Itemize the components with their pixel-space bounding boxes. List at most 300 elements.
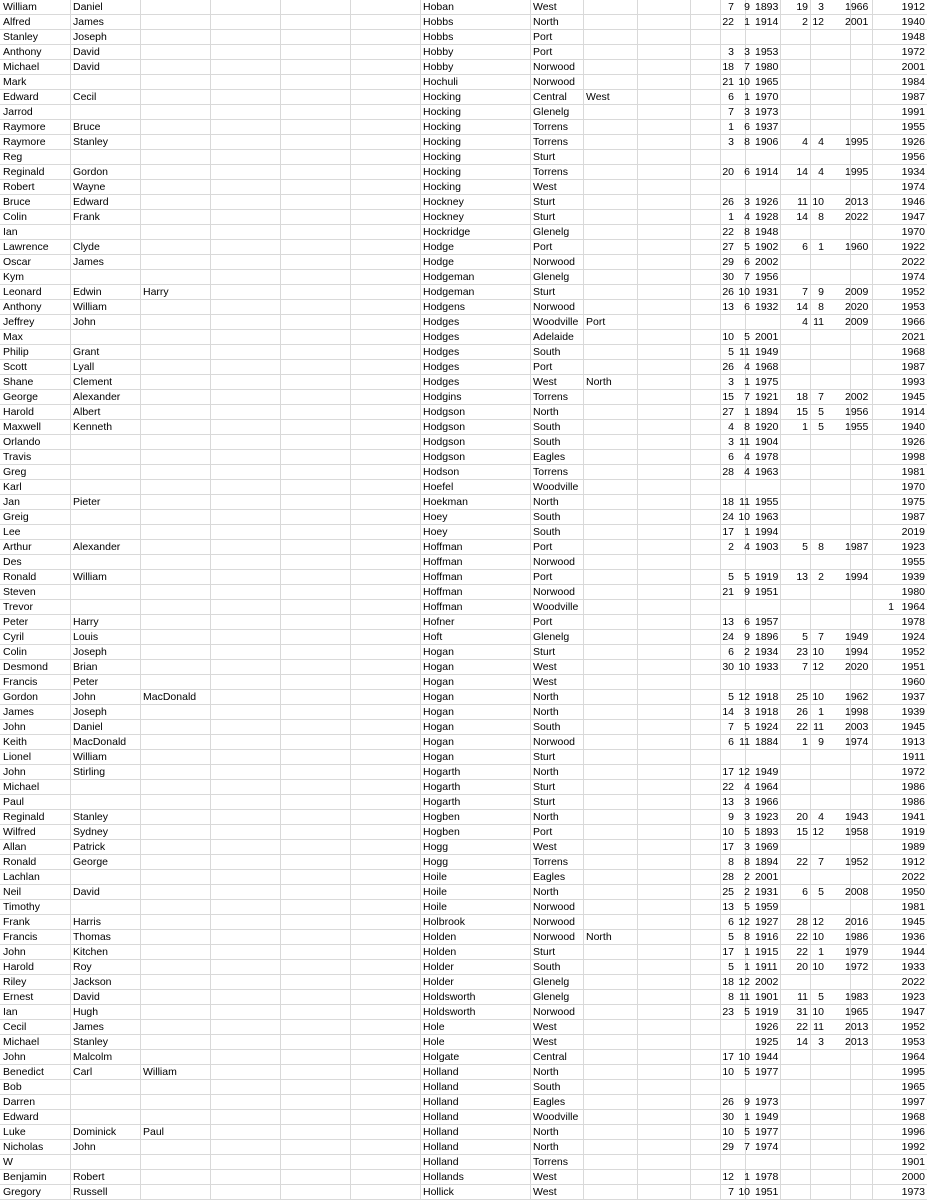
cell-second-name[interactable]: Daniel (73, 1, 103, 13)
cell-birth-month[interactable]: 10 (738, 511, 750, 523)
cell-birth-year[interactable]: 1924 (755, 721, 779, 733)
cell-club-2[interactable] (586, 225, 636, 239)
cell-death-day[interactable]: 25 (796, 691, 808, 703)
cell-death-year[interactable]: 1956 (845, 406, 869, 418)
cell-debut-year[interactable]: 1951 (901, 661, 925, 673)
cell-birth-day[interactable]: 13 (722, 796, 734, 808)
cell-birth-year[interactable]: 1902 (755, 241, 779, 253)
cell-birth-day[interactable] (710, 1080, 734, 1094)
cell-club-2[interactable] (586, 630, 636, 644)
cell-club[interactable]: Port (533, 46, 553, 58)
cell-debut-year[interactable]: 2000 (901, 1171, 925, 1183)
cell-birth-month[interactable]: 1 (744, 91, 750, 103)
cell-third-name[interactable] (143, 885, 209, 899)
cell-death-month[interactable]: 8 (818, 541, 824, 553)
cell-second-name[interactable]: Clyde (73, 241, 100, 253)
cell-death-month[interactable]: 1 (818, 946, 824, 958)
cell-first-name[interactable]: Reginald (3, 166, 45, 178)
cell-first-name[interactable]: Cyril (3, 631, 24, 643)
cell-club[interactable]: Woodville (533, 601, 579, 613)
cell-death-day[interactable]: 11 (797, 991, 808, 1003)
cell-club[interactable]: Eagles (533, 451, 566, 463)
cell-death-month[interactable] (808, 75, 824, 89)
cell-death-day[interactable]: 1 (802, 736, 808, 748)
cell-debut-year[interactable]: 1953 (901, 1036, 925, 1048)
cell-second-name[interactable]: Malcolm (73, 1051, 113, 1063)
cell-birth-day[interactable]: 30 (722, 271, 734, 283)
cell-club-2[interactable] (586, 465, 636, 479)
cell-death-month[interactable] (808, 375, 824, 389)
cell-death-day[interactable] (786, 375, 808, 389)
cell-birth-year[interactable] (755, 555, 785, 569)
cell-third-name[interactable] (143, 0, 209, 14)
cell-club-2[interactable] (586, 690, 636, 704)
cell-birth-day[interactable]: 25 (722, 886, 734, 898)
cell-second-name[interactable] (73, 270, 139, 284)
cell-club[interactable]: Torrens (533, 466, 569, 478)
cell-third-name[interactable] (143, 1095, 209, 1109)
cell-club-2[interactable] (586, 885, 636, 899)
cell-birth-month[interactable]: 3 (744, 196, 750, 208)
cell-first-name[interactable]: Riley (3, 976, 27, 988)
cell-club[interactable]: North (533, 16, 559, 28)
cell-club[interactable]: Port (533, 31, 553, 43)
cell-flag[interactable] (870, 705, 894, 719)
cell-debut-year[interactable]: 1987 (901, 511, 925, 523)
cell-club-2[interactable] (586, 1185, 636, 1199)
cell-birth-day[interactable]: 3 (728, 136, 734, 148)
cell-third-name[interactable] (143, 540, 209, 554)
cell-club-2[interactable] (586, 705, 636, 719)
cell-birth-day[interactable]: 18 (722, 61, 734, 73)
cell-surname[interactable]: Hodges (423, 376, 460, 388)
cell-surname[interactable]: Hodges (423, 316, 460, 328)
cell-death-month[interactable] (808, 255, 824, 269)
cell-birth-month[interactable]: 5 (744, 1006, 750, 1018)
cell-debut-year[interactable]: 1970 (901, 481, 925, 493)
cell-birth-day[interactable]: 29 (722, 256, 734, 268)
cell-club[interactable]: Norwood (533, 61, 576, 73)
cell-second-name[interactable]: Clement (73, 376, 113, 388)
cell-debut-year[interactable]: 1941 (901, 811, 925, 823)
cell-third-name[interactable] (143, 645, 209, 659)
cell-birth-day[interactable]: 30 (722, 1111, 734, 1123)
cell-surname[interactable]: Hodgins (423, 391, 462, 403)
cell-surname[interactable]: Hogarth (423, 766, 461, 778)
cell-death-day[interactable] (786, 180, 808, 194)
cell-club[interactable]: Woodville (533, 1111, 579, 1123)
cell-club-2[interactable] (586, 855, 636, 869)
cell-second-name[interactable]: Dominick (73, 1126, 117, 1138)
cell-flag[interactable] (870, 1170, 894, 1184)
cell-flag[interactable] (870, 960, 894, 974)
cell-flag[interactable] (870, 240, 894, 254)
cell-first-name[interactable]: Greg (3, 466, 27, 478)
cell-first-name[interactable]: Keith (3, 736, 27, 748)
cell-flag[interactable] (870, 270, 894, 284)
cell-death-year[interactable]: 2020 (845, 301, 869, 313)
cell-debut-year[interactable]: 1914 (901, 406, 925, 418)
cell-birth-month[interactable]: 1 (744, 946, 750, 958)
cell-third-name[interactable] (143, 75, 209, 89)
cell-second-name[interactable]: David (73, 886, 100, 898)
cell-birth-year[interactable] (755, 30, 785, 44)
cell-club[interactable]: South (533, 421, 561, 433)
cell-club-2[interactable] (586, 270, 636, 284)
cell-flag[interactable] (870, 750, 894, 764)
cell-debut-year[interactable]: 1926 (901, 136, 925, 148)
cell-death-month[interactable]: 3 (818, 1, 824, 13)
cell-flag[interactable] (870, 855, 894, 869)
cell-birth-month[interactable]: 5 (744, 241, 750, 253)
cell-debut-year[interactable]: 1993 (901, 376, 925, 388)
cell-third-name[interactable] (143, 900, 209, 914)
cell-death-day[interactable]: 19 (796, 1, 808, 13)
cell-death-day[interactable] (786, 450, 808, 464)
cell-third-name[interactable] (143, 1110, 209, 1124)
cell-birth-year[interactable]: 1918 (755, 691, 779, 703)
cell-debut-year[interactable]: 2021 (901, 331, 925, 343)
cell-death-day[interactable] (786, 1125, 808, 1139)
cell-debut-year[interactable]: 2001 (901, 61, 925, 73)
cell-birth-month[interactable]: 4 (744, 451, 750, 463)
cell-death-year[interactable]: 2013 (845, 1036, 869, 1048)
cell-club[interactable]: Port (533, 541, 553, 553)
cell-club[interactable]: North (533, 811, 559, 823)
cell-first-name[interactable]: Colin (3, 211, 27, 223)
cell-second-name[interactable]: David (73, 46, 100, 58)
cell-flag[interactable] (870, 255, 894, 269)
cell-death-day[interactable] (786, 360, 808, 374)
cell-birth-day[interactable] (710, 1035, 734, 1049)
cell-death-month[interactable] (808, 120, 824, 134)
cell-birth-year[interactable]: 1923 (755, 811, 779, 823)
cell-birth-day[interactable]: 23 (722, 1006, 734, 1018)
cell-first-name[interactable]: William (3, 1, 37, 13)
cell-second-name[interactable]: William (73, 571, 107, 583)
cell-death-month[interactable]: 7 (818, 856, 824, 868)
cell-birth-month[interactable]: 2 (744, 646, 750, 658)
cell-club-2[interactable] (586, 780, 636, 794)
cell-first-name[interactable]: Karl (3, 481, 22, 493)
cell-debut-year[interactable]: 1997 (901, 1096, 925, 1108)
cell-flag[interactable] (870, 285, 894, 299)
cell-surname[interactable]: Hodges (423, 361, 460, 373)
cell-third-name[interactable] (143, 960, 209, 974)
cell-death-month[interactable] (808, 435, 824, 449)
cell-club[interactable]: Eagles (533, 871, 566, 883)
cell-birth-year[interactable]: 1944 (755, 1051, 779, 1063)
cell-birth-month[interactable]: 8 (744, 226, 750, 238)
cell-flag[interactable] (870, 420, 894, 434)
cell-flag[interactable] (870, 1065, 894, 1079)
cell-birth-day[interactable]: 20 (722, 166, 734, 178)
cell-second-name[interactable]: William (73, 301, 107, 313)
cell-death-day[interactable]: 4 (802, 316, 808, 328)
cell-surname[interactable]: Holland (423, 1081, 459, 1093)
cell-club-2[interactable] (586, 285, 636, 299)
cell-flag[interactable] (870, 180, 894, 194)
cell-birth-day[interactable] (710, 1020, 734, 1034)
cell-birth-day[interactable] (710, 600, 734, 614)
cell-first-name[interactable]: Edward (3, 91, 39, 103)
cell-surname[interactable]: Hodgson (423, 421, 466, 433)
cell-surname[interactable]: Hocking (423, 181, 461, 193)
cell-death-month[interactable] (808, 675, 824, 689)
cell-birth-day[interactable]: 22 (722, 781, 734, 793)
cell-first-name[interactable]: Harold (3, 406, 34, 418)
cell-third-name[interactable] (143, 780, 209, 794)
cell-club-2[interactable] (586, 510, 636, 524)
cell-birth-year[interactable] (755, 150, 785, 164)
cell-flag[interactable] (870, 150, 894, 164)
cell-surname[interactable]: Holland (423, 1096, 459, 1108)
cell-third-name[interactable] (143, 1185, 209, 1199)
cell-surname[interactable]: Holgate (423, 1051, 460, 1063)
cell-first-name[interactable]: Darren (3, 1096, 36, 1108)
cell-flag[interactable] (870, 870, 894, 884)
cell-debut-year[interactable]: 1995 (901, 1066, 925, 1078)
cell-death-month[interactable] (808, 105, 824, 119)
cell-debut-year[interactable]: 1972 (901, 766, 925, 778)
cell-birth-day[interactable]: 6 (728, 916, 734, 928)
cell-birth-year[interactable]: 1893 (755, 1, 779, 13)
cell-surname[interactable]: Hogarth (423, 781, 461, 793)
cell-death-month[interactable] (808, 510, 824, 524)
cell-surname[interactable]: Hoft (423, 631, 443, 643)
cell-club[interactable]: South (533, 1081, 561, 1093)
cell-death-day[interactable]: 20 (796, 811, 808, 823)
cell-third-name[interactable] (143, 615, 209, 629)
cell-club-2[interactable] (586, 45, 636, 59)
cell-death-day[interactable]: 20 (796, 961, 808, 973)
cell-club[interactable]: North (533, 1141, 559, 1153)
cell-debut-year[interactable]: 1922 (901, 241, 925, 253)
cell-club-2[interactable] (586, 165, 636, 179)
cell-third-name[interactable] (143, 165, 209, 179)
cell-debut-year[interactable]: 1940 (901, 421, 925, 433)
cell-surname[interactable]: Hollands (423, 1171, 464, 1183)
cell-birth-day[interactable]: 4 (728, 421, 734, 433)
cell-first-name[interactable]: Anthony (3, 46, 42, 58)
cell-first-name[interactable]: Benedict (3, 1066, 44, 1078)
cell-birth-day[interactable]: 9 (728, 811, 734, 823)
cell-birth-year[interactable]: 1948 (755, 226, 779, 238)
cell-third-name[interactable] (143, 180, 209, 194)
cell-club-2[interactable] (586, 915, 636, 929)
cell-club-2[interactable] (586, 210, 636, 224)
cell-death-day[interactable] (786, 105, 808, 119)
cell-surname[interactable]: Hoban (423, 1, 454, 13)
cell-second-name[interactable] (73, 585, 139, 599)
cell-club[interactable]: South (533, 721, 561, 733)
cell-surname[interactable]: Hodge (423, 256, 454, 268)
cell-death-month[interactable]: 5 (818, 406, 824, 418)
cell-birth-month[interactable]: 3 (744, 841, 750, 853)
cell-birth-year[interactable]: 1949 (755, 1111, 779, 1123)
cell-birth-month[interactable]: 8 (744, 136, 750, 148)
cell-surname[interactable]: Hocking (423, 121, 461, 133)
cell-debut-year[interactable]: 1991 (901, 106, 925, 118)
cell-death-year[interactable]: 1949 (845, 631, 869, 643)
cell-birth-year[interactable]: 1955 (755, 496, 779, 508)
cell-death-month[interactable]: 8 (818, 301, 824, 313)
cell-third-name[interactable] (143, 1170, 209, 1184)
cell-birth-year[interactable]: 1975 (755, 376, 779, 388)
cell-death-month[interactable]: 2 (818, 571, 824, 583)
cell-flag[interactable] (870, 720, 894, 734)
cell-birth-day[interactable]: 13 (722, 616, 734, 628)
cell-birth-day[interactable]: 7 (728, 1186, 734, 1198)
cell-birth-year[interactable]: 1921 (755, 391, 779, 403)
cell-second-name[interactable]: John (73, 1141, 96, 1153)
cell-club[interactable]: South (533, 526, 561, 538)
cell-club[interactable]: Port (533, 826, 553, 838)
cell-birth-year[interactable]: 1926 (755, 1021, 779, 1033)
cell-birth-day[interactable]: 17 (722, 526, 734, 538)
cell-first-name[interactable]: Maxwell (3, 421, 41, 433)
cell-birth-year[interactable]: 1933 (755, 661, 779, 673)
cell-flag[interactable] (870, 765, 894, 779)
cell-death-year[interactable]: 2001 (845, 16, 869, 28)
cell-flag[interactable] (870, 30, 894, 44)
cell-club-2[interactable] (586, 555, 636, 569)
cell-death-year[interactable]: 2003 (845, 721, 869, 733)
cell-club-2[interactable] (586, 360, 636, 374)
cell-flag[interactable] (870, 1110, 894, 1124)
cell-club-2[interactable] (586, 1140, 636, 1154)
cell-third-name[interactable] (143, 915, 209, 929)
cell-death-day[interactable] (786, 120, 808, 134)
cell-flag[interactable] (870, 90, 894, 104)
cell-birth-day[interactable]: 13 (722, 901, 734, 913)
cell-birth-year[interactable]: 1951 (755, 1186, 779, 1198)
cell-birth-year[interactable]: 1918 (755, 706, 779, 718)
cell-first-name[interactable]: Anthony (3, 301, 42, 313)
cell-birth-year[interactable]: 1969 (755, 841, 779, 853)
cell-death-year[interactable]: 1994 (845, 646, 869, 658)
cell-death-month[interactable] (808, 795, 824, 809)
cell-third-name[interactable] (143, 1020, 209, 1034)
cell-birth-month[interactable]: 8 (744, 856, 750, 868)
cell-club[interactable]: Sturt (533, 211, 556, 223)
cell-death-year[interactable]: 2013 (845, 1021, 869, 1033)
cell-death-day[interactable]: 11 (797, 196, 808, 208)
cell-birth-month[interactable]: 6 (744, 301, 750, 313)
cell-surname[interactable]: Hogben (423, 826, 460, 838)
cell-first-name[interactable]: Scott (3, 361, 27, 373)
cell-birth-year[interactable] (755, 1080, 785, 1094)
cell-first-name[interactable]: Wilfred (3, 826, 36, 838)
cell-first-name[interactable]: Colin (3, 646, 27, 658)
cell-birth-year[interactable]: 1978 (755, 1171, 779, 1183)
cell-flag[interactable]: 1 (888, 601, 894, 613)
cell-birth-year[interactable]: 1926 (755, 196, 779, 208)
cell-third-name[interactable] (143, 15, 209, 29)
cell-third-name[interactable] (143, 525, 209, 539)
cell-first-name[interactable]: Michael (3, 781, 40, 793)
cell-birth-month[interactable] (734, 480, 750, 494)
cell-debut-year[interactable]: 1972 (901, 46, 925, 58)
cell-second-name[interactable] (73, 1110, 139, 1124)
cell-first-name[interactable]: Reg (3, 151, 23, 163)
cell-birth-day[interactable] (710, 315, 734, 329)
cell-first-name[interactable]: Francis (3, 931, 38, 943)
cell-first-name[interactable]: Jarrod (3, 106, 33, 118)
cell-club[interactable]: Norwood (533, 736, 576, 748)
cell-club-2[interactable] (586, 1005, 636, 1019)
cell-surname[interactable]: Hoffman (423, 541, 463, 553)
cell-flag[interactable] (870, 195, 894, 209)
cell-surname[interactable]: Hogg (423, 856, 449, 868)
cell-birth-day[interactable]: 14 (722, 706, 734, 718)
cell-death-day[interactable] (786, 765, 808, 779)
cell-birth-month[interactable]: 1 (744, 961, 750, 973)
cell-debut-year[interactable]: 1987 (901, 91, 925, 103)
cell-birth-day[interactable]: 5 (728, 961, 734, 973)
cell-third-name[interactable] (143, 375, 209, 389)
cell-death-year[interactable]: 1952 (845, 856, 869, 868)
cell-debut-year[interactable]: 1945 (901, 916, 925, 928)
cell-club-2[interactable] (586, 660, 636, 674)
cell-club-2[interactable] (586, 900, 636, 914)
cell-club[interactable]: Woodville (533, 316, 579, 328)
cell-club[interactable]: Port (533, 361, 553, 373)
cell-club-2[interactable] (586, 1065, 636, 1079)
cell-second-name[interactable] (73, 465, 139, 479)
cell-third-name[interactable] (143, 765, 209, 779)
cell-death-day[interactable] (786, 585, 808, 599)
cell-birth-year[interactable]: 1914 (755, 16, 779, 28)
cell-debut-year[interactable]: 2022 (901, 871, 925, 883)
cell-death-year[interactable]: 1960 (845, 241, 869, 253)
cell-surname[interactable]: Holden (423, 946, 457, 958)
cell-surname[interactable]: Holland (423, 1141, 459, 1153)
cell-birth-day[interactable]: 27 (722, 241, 734, 253)
cell-club-2[interactable] (586, 450, 636, 464)
cell-death-month[interactable]: 9 (818, 286, 824, 298)
cell-club[interactable]: Central (533, 91, 567, 103)
cell-birth-day[interactable]: 18 (722, 976, 734, 988)
cell-debut-year[interactable]: 1901 (901, 1156, 925, 1168)
cell-birth-day[interactable]: 13 (722, 301, 734, 313)
cell-birth-day[interactable]: 5 (728, 691, 734, 703)
cell-second-name[interactable]: Robert (73, 1171, 105, 1183)
cell-birth-year[interactable]: 1928 (755, 211, 779, 223)
cell-flag[interactable] (870, 315, 894, 329)
cell-first-name[interactable]: Nicholas (3, 1141, 44, 1153)
cell-death-month[interactable] (808, 270, 824, 284)
cell-third-name[interactable] (143, 405, 209, 419)
cell-surname[interactable]: Hocking (423, 166, 461, 178)
cell-death-year[interactable]: 1986 (845, 931, 869, 943)
cell-birth-day[interactable]: 3 (728, 46, 734, 58)
cell-flag[interactable] (870, 1095, 894, 1109)
cell-birth-month[interactable]: 9 (744, 1096, 750, 1108)
cell-third-name[interactable] (143, 660, 209, 674)
cell-club-2[interactable] (586, 765, 636, 779)
cell-second-name[interactable]: MacDonald (73, 736, 127, 748)
cell-surname[interactable]: Holder (423, 976, 454, 988)
cell-club-2[interactable] (586, 795, 636, 809)
cell-death-month[interactable] (808, 1110, 824, 1124)
cell-birth-day[interactable]: 5 (728, 346, 734, 358)
cell-flag[interactable] (870, 60, 894, 74)
cell-first-name[interactable]: Ian (3, 226, 18, 238)
cell-birth-month[interactable]: 11 (739, 436, 750, 448)
cell-birth-year[interactable] (755, 180, 785, 194)
cell-debut-year[interactable]: 1970 (901, 226, 925, 238)
